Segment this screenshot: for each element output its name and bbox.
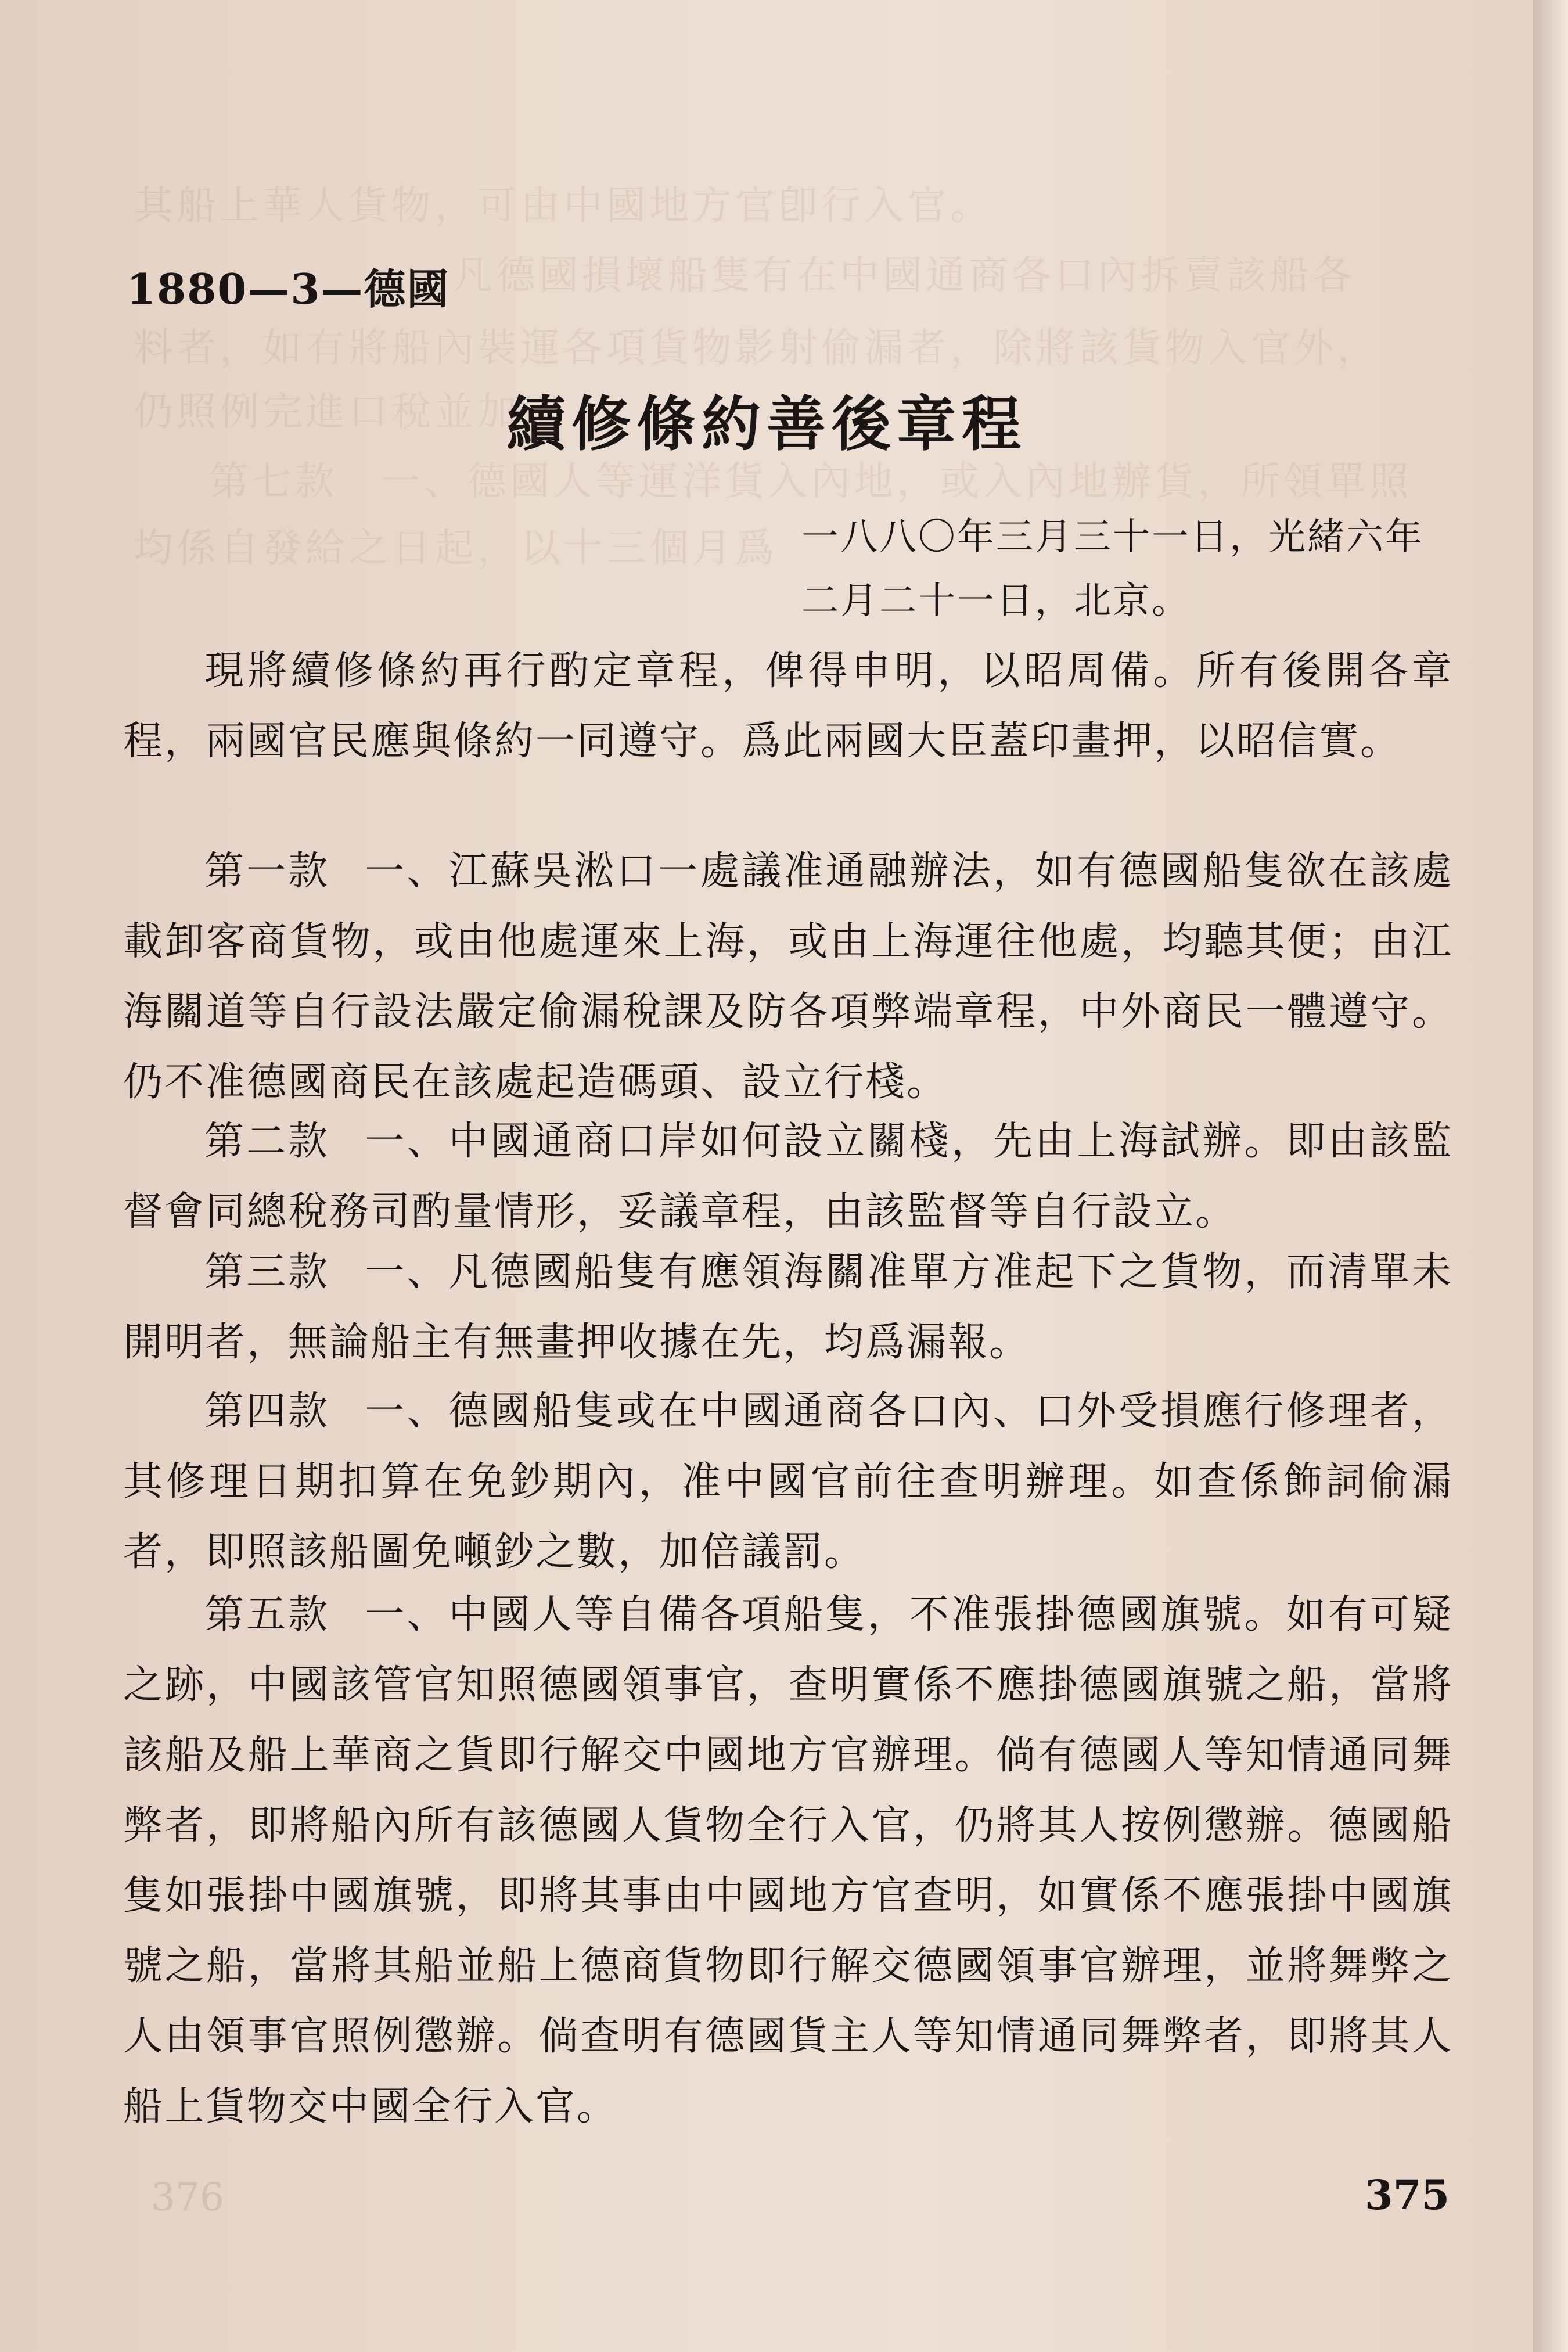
article-label: 第一款 (204, 848, 330, 894)
date-line-2: 二月二十一日，北京。 (801, 580, 1191, 623)
article-label: 第四款 (204, 1389, 330, 1434)
article-3 (123, 1237, 1453, 1378)
bleed-through-line: 第七款 一、德國人等運洋貨入內地，或入內地辦貨，所領單照 (209, 459, 1413, 505)
date-line (801, 505, 1424, 633)
bleed-through-page-number: 376 (151, 2175, 224, 2220)
page-number: 375 (1365, 2171, 1450, 2219)
date-line-1: 一八八〇年三月三十一日，光緒六年 (801, 516, 1424, 559)
bleed-through-line: 凡德國損壞船隻有在中國通商各口內拆賣該船各 (453, 253, 1356, 299)
article-text: 一、江蘇吳淞口一處議准通融辦法，如有德國船隻欲在該處載卸客商貨物，或由他處運來上海，或由上海運往他處，均聽其便；由江海關道等自行設法嚴定偷漏稅課及防各項弊端章程，中外商民一體遵守。仍不准德國商民在該處起造碼頭、設立行棧。 (123, 848, 1453, 1105)
article-text: 一、凡德國船隻有應領海關准單方准起下之貨物，而清單未開明者，無論船主有無畫押收據在先，均爲漏報。 (123, 1249, 1453, 1365)
bleed-through-line: 仍照例完進口稅並加 (134, 389, 521, 435)
bleed-through-line: 均係自發給之日起，以十三個月爲 (134, 526, 779, 571)
article-text: 一、中國通商口岸如何設立關棧，先由上海試辦。即由該監督會同總稅務司酌量情形，妥議章程，由該監督等自行設立。 (123, 1119, 1453, 1235)
bleed-through-line: 其船上華人貨物，可由中國地方官卽行入官。 (134, 183, 994, 229)
article-text: 一、德國船隻或在中國通商各口內、口外受損應行修理者，其修理日期扣算在免鈔期內，准中國官前往查明辦理。如查係飾詞偷漏者，即照該船圖免噸鈔之數，加倍議罰。 (123, 1389, 1453, 1575)
bleed-through-line: 料者，如有將船內裝運各項貨物影射偷漏者，除將該貨物入官外， (134, 325, 1380, 371)
article-label: 第二款 (204, 1119, 330, 1164)
article-5 (123, 1580, 1453, 2142)
running-head: 1880—3—德國 (127, 264, 450, 314)
intro-paragraph: 現將續修條約再行酌定章程，俾得申明，以昭周備。所有後開各章程，兩國官民應與條約一同遵守。爲此兩國大臣蓋印畫押，以昭信實。 (123, 648, 1453, 764)
article-1 (123, 836, 1453, 1117)
article-4 (123, 1376, 1453, 1587)
article-label: 第五款 (204, 1592, 330, 1638)
article-2 (123, 1106, 1453, 1247)
article-label: 第三款 (204, 1249, 330, 1295)
page-edge (1533, 0, 1568, 2352)
article-text: 一、中國人等自備各項船隻，不准張掛德國旗號。如有可疑之跡，中國該管官知照德國領事官，查明實係不應掛德國旗號之船，當將該船及船上華商之貨即行解交中國地方官辦理。倘有德國人等知情通同舞弊者，即將船內所有該德國人貨物全行入官，仍將其人按例懲辦。德國船隻如張掛中國旗號，即將其事由中國地方官查明，如實係不應張掛中國旗號之船，當將其船並船上德商貨物即行解交德國領事官辦理，並將舞弊之人由領事官照例懲辦。倘查明有德國貨主人等知情通同舞弊者，即將其人船上貨物交中國全行入官。 (123, 1592, 1453, 2130)
document-title: 續修條約善後章程 (506, 390, 1027, 459)
